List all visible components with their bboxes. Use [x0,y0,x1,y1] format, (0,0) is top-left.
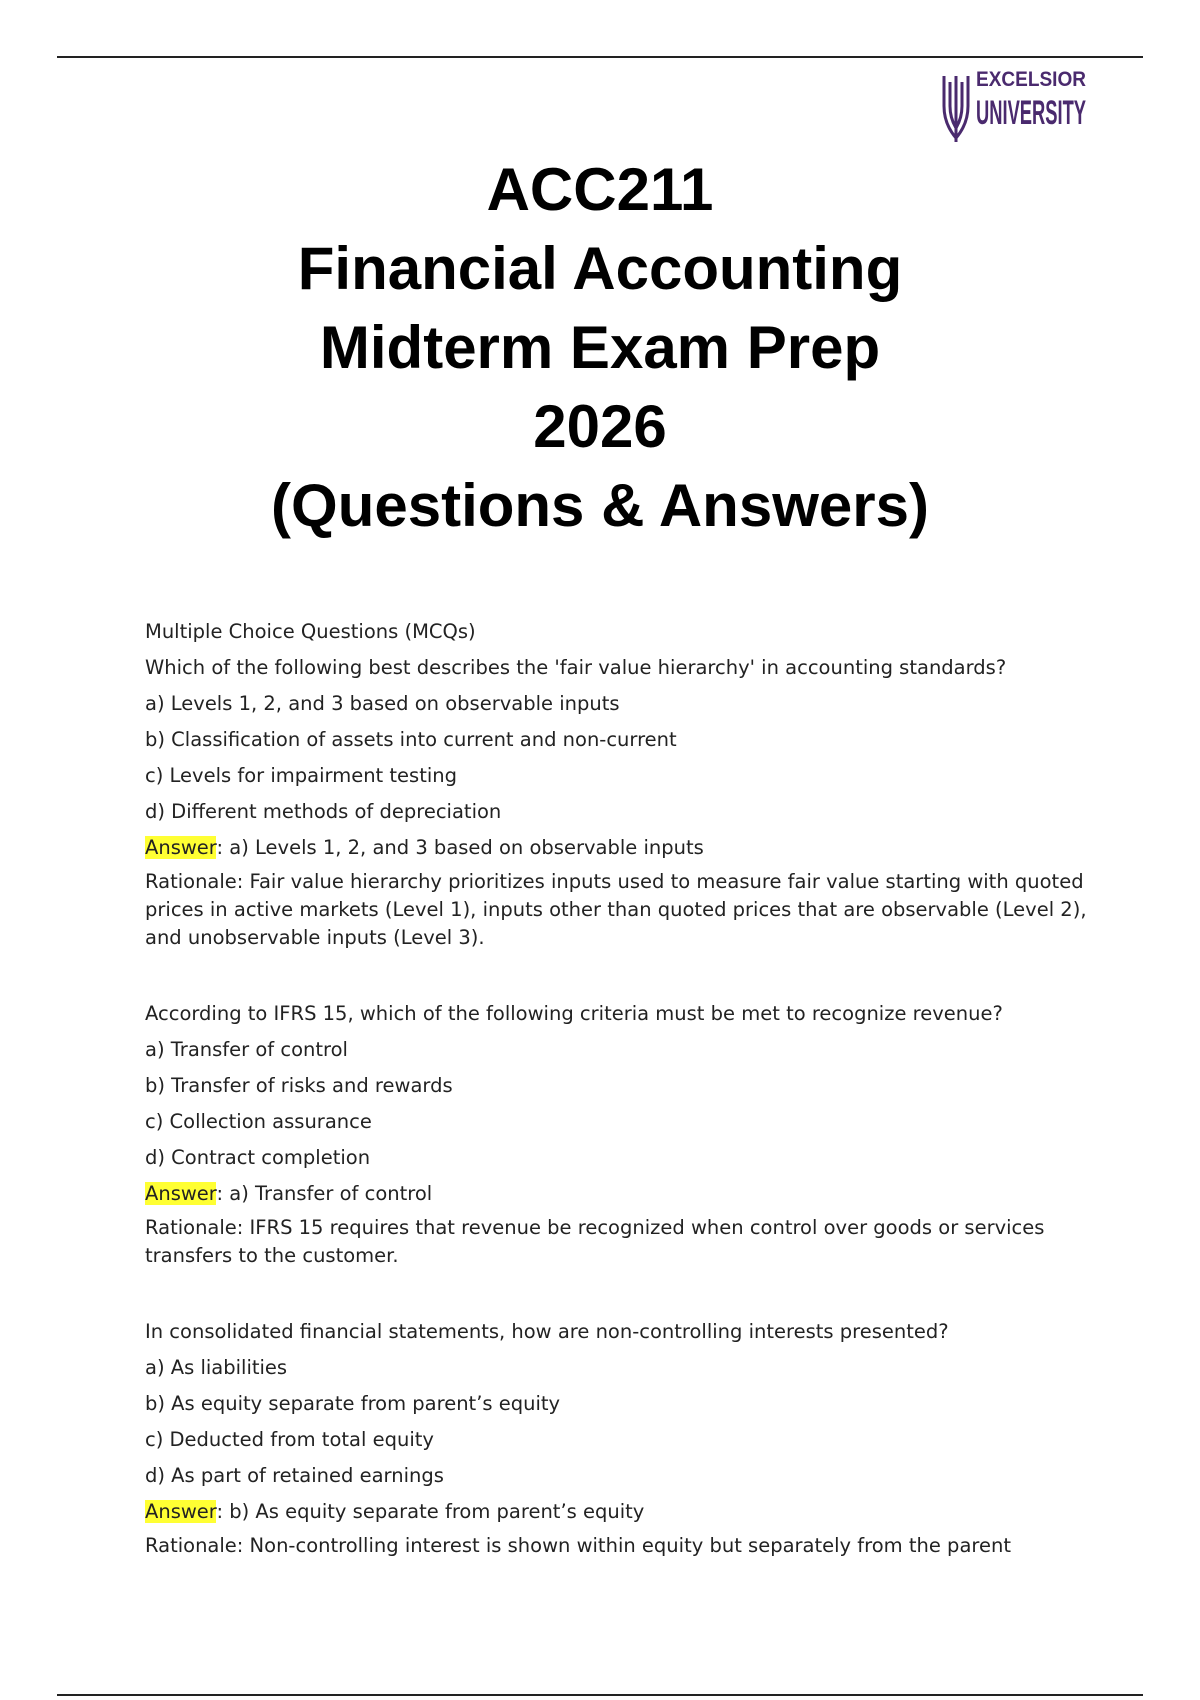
logo-line1: EXCELSIOR [976,68,1086,91]
option-b: b) As equity separate from parent’s equity [145,1392,561,1415]
title-course-code: ACC211 [486,156,714,223]
title-year: 2026 [533,393,667,460]
option-a: a) As liabilities [145,1356,288,1379]
option-a: a) Transfer of control [145,1038,348,1061]
option-b: b) Transfer of risks and rewards [145,1074,453,1097]
university-logo [940,68,1090,148]
logo-line2: UNIVERSITY [976,94,1087,132]
answer-label: Answer [145,1182,217,1205]
question-text: Which of the following best describes the 'fair value hierarchy' in accounting standards? [145,656,1007,679]
title-subtitle: (Questions & Answers) [271,472,929,539]
option-d: d) As part of retained earnings [145,1464,444,1487]
question-block [145,996,1105,1270]
spacer [145,952,1105,996]
shield-icon [944,76,968,142]
option-c: c) Collection assurance [145,1110,372,1133]
answer-line [145,1494,1105,1530]
question-block [145,650,1105,952]
rationale-text: Rationale: Fair value hierarchy prioritizes inputs used to measure fair value starting with quoted prices in active markets (Level 1), inputs other than quoted prices that are observable (Level 2), and unobservable inputs (Level 3). [145,870,1087,949]
answer-text: : a) Levels 1, 2, and 3 based on observable inputs [216,836,704,859]
question-text: According to IFRS 15, which of the following criteria must be met to recognize revenue? [145,1002,1003,1025]
answer-label: Answer [145,836,217,859]
section-heading: Multiple Choice Questions (MCQs) [145,620,476,643]
rationale-text: Rationale: IFRS 15 requires that revenue be recognized when control over goods or services transfers to the customer. [145,1216,1045,1267]
answer-label: Answer [145,1500,217,1523]
top-rule [57,56,1143,58]
title-course-name: Financial Accounting [297,235,903,302]
spacer [145,1270,1105,1314]
option-d: d) Contract completion [145,1146,371,1169]
question-text: In consolidated financial statements, how are non-controlling interests presented? [145,1320,949,1343]
question-block [145,1314,1105,1560]
answer-text: : b) As equity separate from parent’s equity [216,1500,645,1523]
option-b: b) Classification of assets into current and non-current [145,728,677,751]
answer-text: : a) Transfer of control [216,1182,433,1205]
option-c: c) Deducted from total equity [145,1428,434,1451]
answer-line [145,830,1105,866]
document-title [150,150,1050,545]
document-body [145,614,1105,1560]
option-a: a) Levels 1, 2, and 3 based on observable inputs [145,692,620,715]
answer-line [145,1176,1105,1212]
option-d: d) Different methods of depreciation [145,800,502,823]
title-exam-type: Midterm Exam Prep [319,314,881,381]
rationale-text: Rationale: Non-controlling interest is shown within equity but separately from the parent [145,1534,1011,1557]
option-c: c) Levels for impairment testing [145,764,457,787]
bottom-rule [57,1694,1143,1696]
